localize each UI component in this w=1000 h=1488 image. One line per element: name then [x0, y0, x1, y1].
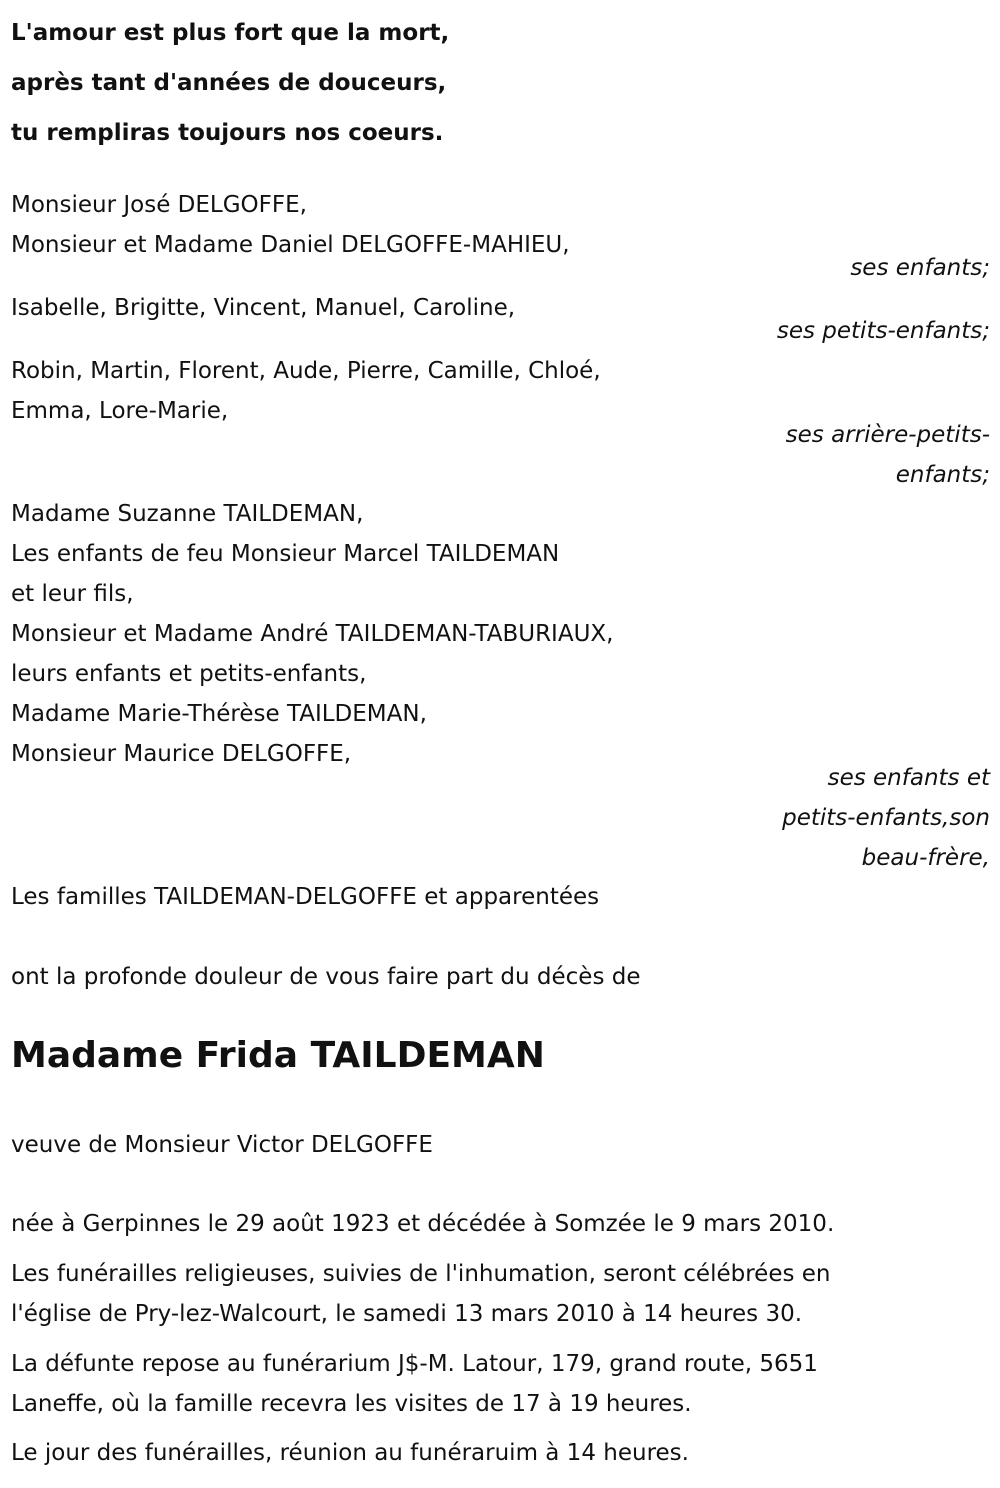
relationship-label: ses enfants et petits-enfants,son beau-frère, — [782, 765, 990, 871]
family-member-line: leurs enfants et petits-enfants, — [11, 661, 367, 687]
relationship-label: ses arrière-petits- enfants; — [785, 422, 990, 488]
poem-line: tu rempliras toujours nos coeurs. — [11, 120, 444, 146]
deceased-name: Madame Frida TAILDEMAN — [11, 1035, 545, 1076]
poem-line: après tant d'années de douceurs, — [11, 70, 447, 96]
family-member-line: Monsieur José DELGOFFE, — [11, 192, 307, 218]
funeral-text: l'église de Pry-lez-Walcourt, le samedi 13 mars 2010 à 14 heures 30. — [11, 1301, 803, 1327]
family-member-line: Isabelle, Brigitte, Vincent, Manuel, Caroline, — [11, 295, 516, 321]
family-member-line: Monsieur et Madame André TAILDEMAN-TABURIAUX, — [11, 621, 614, 647]
funeral-text: Les funérailles religieuses, suivies de l'inhumation, seront célébrées en — [11, 1261, 831, 1287]
rest-location-text: Laneffe, où la famille recevra les visites de 17 à 19 heures. — [11, 1391, 692, 1417]
poem-verse — [11, 8, 449, 158]
relationship-label: ses petits-enfants; — [776, 318, 990, 344]
family-member-line: Madame Suzanne TAILDEMAN, — [11, 501, 364, 527]
family-member-line: Robin, Martin, Florent, Aude, Pierre, Camille, Chloé, — [11, 358, 601, 384]
family-member-line: Monsieur et Madame Daniel DELGOFFE-MAHIEU, — [11, 232, 570, 258]
announcement-text: ont la profonde douleur de vous faire part du décès de — [11, 964, 641, 990]
widow-of-text: veuve de Monsieur Victor DELGOFFE — [11, 1132, 433, 1158]
rest-location-text: La défunte repose au funérarium J$-M. Latour, 179, grand route, 5651 — [11, 1351, 818, 1377]
family-member-line: Emma, Lore-Marie, — [11, 398, 229, 424]
poem-line: L'amour est plus fort que la mort, — [11, 20, 450, 46]
family-member-line: Monsieur Maurice DELGOFFE, — [11, 741, 352, 767]
family-member-line: et leur fils, — [11, 581, 134, 607]
meeting-text: Le jour des funérailles, réunion au funéraruim à 14 heures. — [11, 1440, 689, 1466]
relationship-label: ses enfants; — [850, 255, 990, 281]
birth-death-text: née à Gerpinnes le 29 août 1923 et décédée à Somzée le 9 mars 2010. — [11, 1211, 835, 1237]
family-member-line: Les enfants de feu Monsieur Marcel TAILDEMAN — [11, 541, 560, 567]
family-member-line: Madame Marie-Thérèse TAILDEMAN, — [11, 701, 427, 727]
families-line: Les familles TAILDEMAN-DELGOFFE et apparentées — [11, 884, 600, 910]
